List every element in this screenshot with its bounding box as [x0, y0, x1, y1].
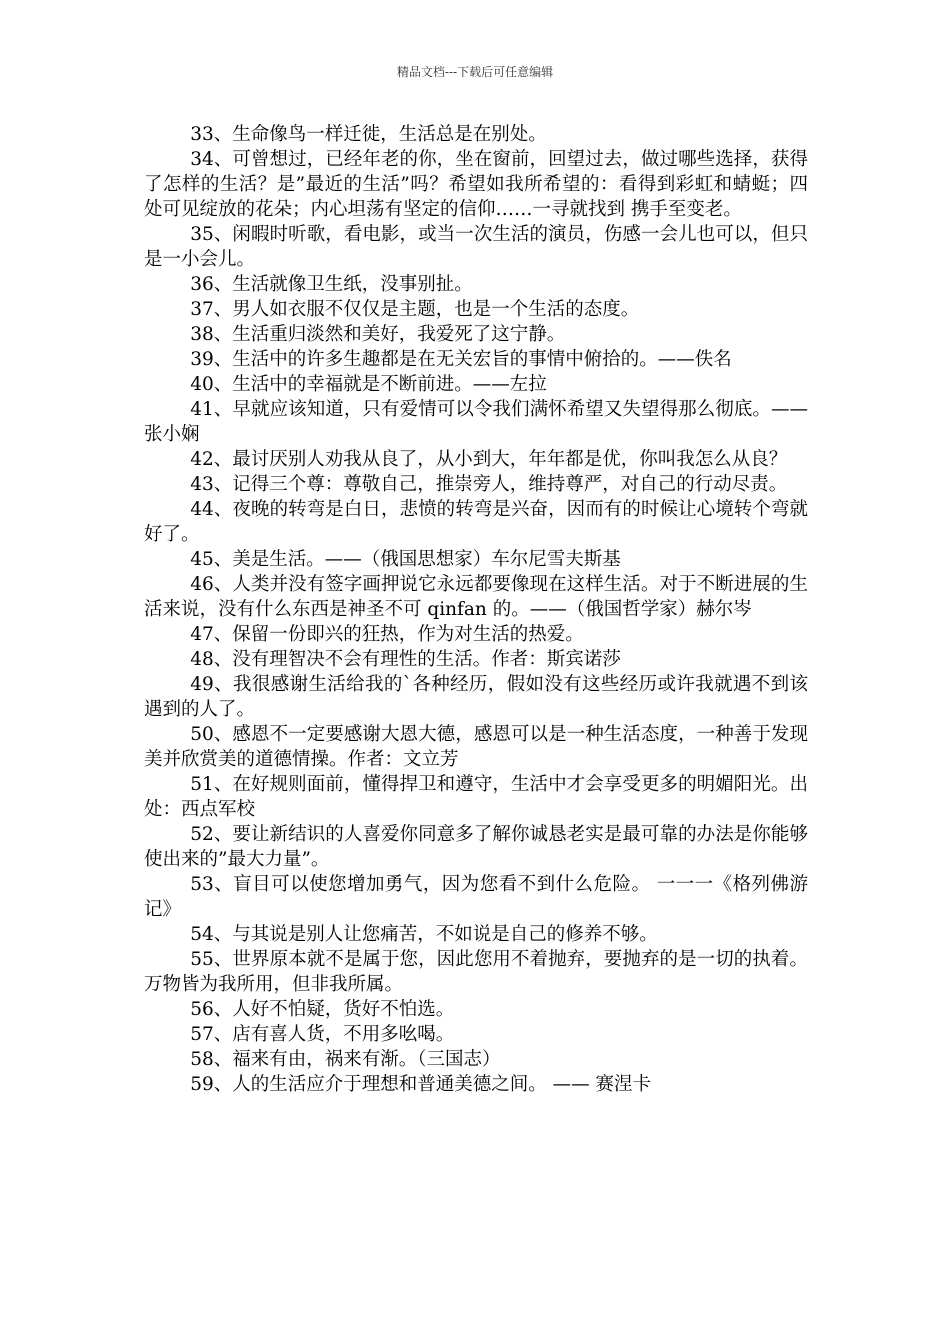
quote-paragraph: 46、人类并没有签字画押说它永远都要像现在这样生活。对于不断进展的生活来说，没有什么东西是神圣不可 qinfan 的。——（俄国哲学家）赫尔岑 — [144, 574, 808, 620]
quote-paragraph: 45、美是生活。——（俄国思想家）车尔尼雪夫斯基 — [190, 549, 621, 570]
quote-paragraph: 54、与其说是别人让您痛苦，不如说是自己的修养不够。 — [190, 924, 658, 945]
quote-paragraph: 39、生活中的许多生趣都是在无关宏旨的事情中俯拾的。——佚名 — [190, 349, 732, 370]
quote-paragraph: 49、我很感谢生活给我的`各种经历，假如没有这些经历或许我就遇不到该遇到的人了。 — [144, 674, 808, 720]
page-header: 精品文档---下载后可任意编辑 — [396, 65, 554, 79]
quote-paragraph: 40、生活中的幸福就是不断前进。——左拉 — [190, 374, 547, 395]
quote-paragraph: 36、生活就像卫生纸，没事别扯。 — [190, 274, 473, 295]
quote-paragraph: 33、生命像鸟一样迁徙，生活总是在别处。 — [190, 124, 547, 145]
quote-paragraph: 52、要让新结识的人喜爱你同意多了解你诚恳老实是最可靠的办法是你能够使出来的”最大力量”。 — [144, 824, 808, 870]
quote-paragraph: 48、没有理智决不会有理性的生活。作者：斯宾诺莎 — [190, 649, 621, 670]
quote-paragraph: 57、店有喜人货，不用多吆喝。 — [190, 1024, 455, 1045]
quote-paragraph: 44、夜晚的转弯是白日，悲愤的转弯是兴奋，因而有的时候让心境转个弯就好了。 — [144, 499, 808, 545]
quote-paragraph: 38、生活重归淡然和美好，我爱死了这宁静。 — [190, 324, 566, 345]
quote-paragraph: 43、记得三个尊：尊敬自己，推崇旁人，维持尊严，对自己的行动尽责。 — [190, 474, 788, 495]
quote-paragraph: 34、可曾想过，已经年老的你，坐在窗前，回望过去，做过哪些选择，获得了怎样的生活？是”最近的生活”吗？希望如我所希望的：看得到彩虹和蜻蜓；四处可见绽放的花朵；内心坦荡有坚定的信仰……一寻就找到 携手至变老。 — [144, 149, 808, 220]
quote-paragraph: 53、盲目可以使您增加勇气，因为您看不到什么危险。 一一一《格列佛游记》 — [144, 874, 808, 920]
quote-paragraph: 50、感恩不一定要感谢大恩大德，感恩可以是一种生活态度，一种善于发现美并欣赏美的道德情操。作者：文立芳 — [144, 724, 808, 770]
quote-paragraph: 58、福来有由，祸来有渐。（三国志） — [190, 1049, 501, 1070]
quote-paragraph: 37、男人如衣服不仅仅是主题，也是一个生活的态度。 — [190, 299, 640, 320]
quote-paragraph: 35、闲暇时听歌，看电影，或当一次生活的演员，伤感一会儿也可以，但只是一小会儿。 — [144, 224, 808, 270]
quote-paragraph: 51、在好规则面前，懂得捍卫和遵守，生活中才会享受更多的明媚阳光。出处：西点军校 — [144, 774, 808, 820]
quote-paragraph: 42、最讨厌别人劝我从良了，从小到大，年年都是优，你叫我怎么从良？ — [190, 449, 788, 470]
quote-paragraph: 55、世界原本就不是属于您，因此您用不着抛弃，要抛弃的是一切的执着。万物皆为我所用，但非我所属。 — [144, 949, 808, 995]
quote-paragraph: 41、早就应该知道，只有爱情可以令我们满怀希望又失望得那么彻底。——张小娴 — [144, 399, 808, 445]
quote-paragraph: 59、人的生活应介于理想和普通美德之间。 —— 赛涅卡 — [190, 1074, 652, 1095]
quote-paragraph: 56、人好不怕疑，货好不怕选。 — [190, 999, 455, 1020]
quote-list — [144, 122, 808, 1097]
quote-paragraph: 47、保留一份即兴的狂热，作为对生活的热爱。 — [190, 624, 584, 645]
